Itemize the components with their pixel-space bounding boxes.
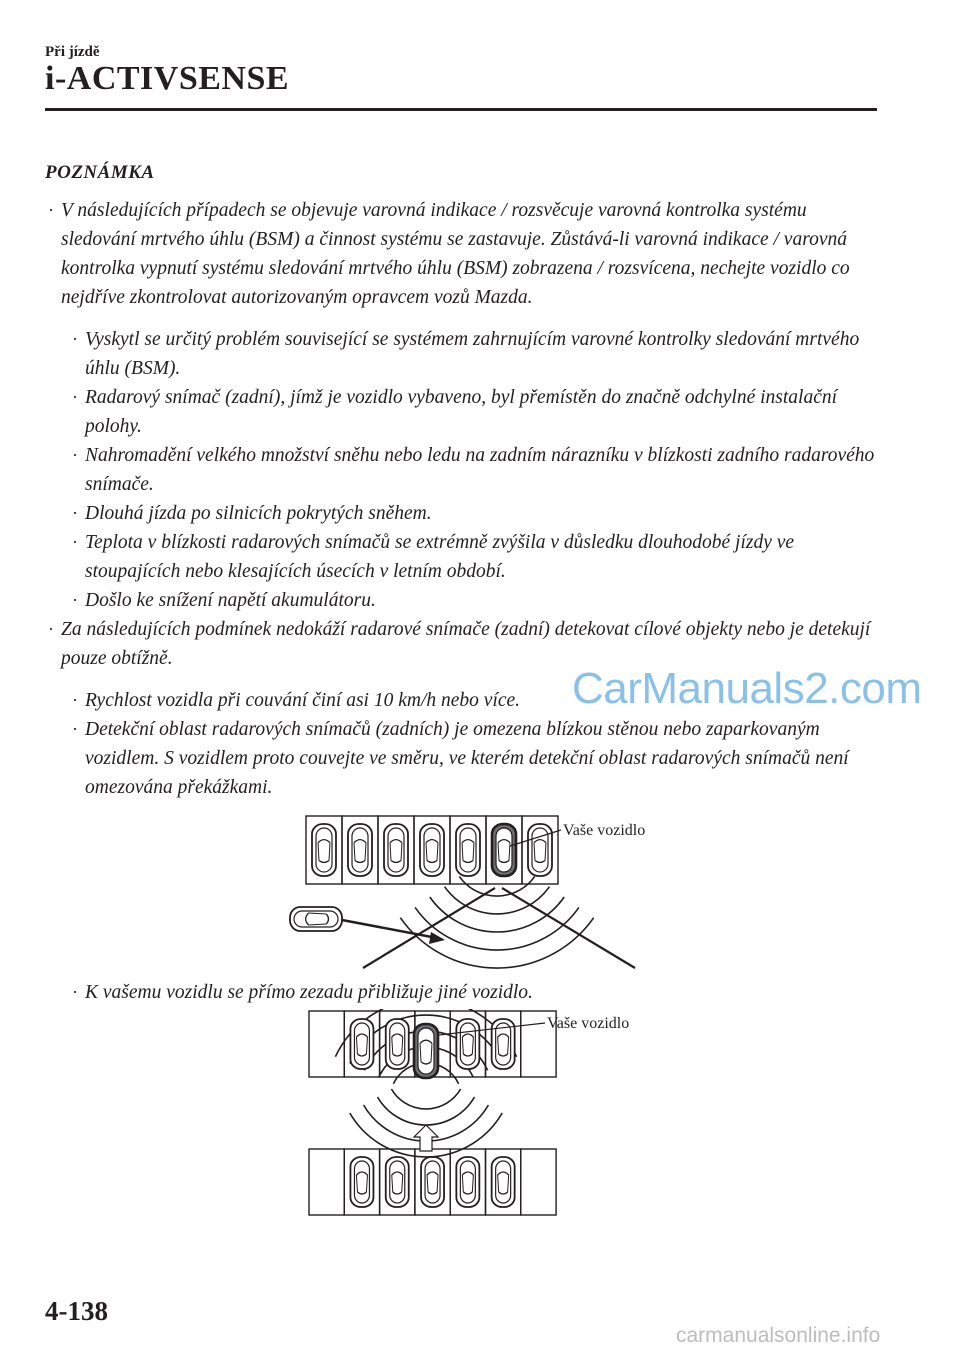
bullet-icon: · [48, 619, 54, 639]
approach-arrow-icon [414, 1125, 438, 1151]
bullet-icon: · [48, 200, 54, 220]
parking-slot [309, 1149, 344, 1215]
page-number: 4-138 [45, 1296, 108, 1326]
note-subitem [45, 586, 885, 615]
car-icon [290, 907, 342, 931]
car-icon [492, 1157, 515, 1207]
parked-cars [312, 824, 552, 876]
car-icon [386, 1019, 409, 1069]
note-subitem-text: Dlouhá jízda po silnicích pokrytých sněhem. [85, 503, 432, 524]
note-subitem-text: Nahromadění velkého množství sněhu nebo ledu na zadním nárazníku v blízkosti zadního radarového snímače. [85, 445, 875, 495]
note-subitem [45, 715, 885, 802]
note-subitem-text: Teplota v blízkosti radarových snímačů se extrémně zvýšila v důsledku dlouhodobé jízdy ve stoupajících nebo klesajících úsecích v letním období. [85, 532, 795, 582]
arrow-line [342, 920, 437, 938]
car-icon [456, 1019, 479, 1069]
car-icon [456, 824, 480, 876]
figure-rear-approach [45, 1009, 885, 1221]
your-vehicle-label: Vaše vozidlo [563, 822, 646, 839]
note-subitem-text: Rychlost vozidla při couvání činí asi 10 km/h nebo více. [85, 690, 521, 711]
bullet-icon: · [72, 445, 78, 465]
bullet-icon: · [72, 329, 78, 349]
radar-arc [459, 876, 534, 896]
parking-slot [309, 1011, 344, 1077]
note-item [45, 196, 885, 312]
radar-detection-arcs [400, 876, 593, 968]
note-item-text: Za následujících podmínek nedokáží radarové snímače (zadní) detekovat cílové objekty nebo je detekují pouze obtížně. [61, 619, 871, 669]
note-item-text: V následujících případech se objevuje varovná indikace / rozsvěcuje varovná kontrolka systému sledování mrtvého úhlu (BSM) a činnost systému se zastavuje. Zůstává-li varovná indikace / varovná kontrolka vypnutí systému sledování mrtvého úhlu (BSM) zobrazena / rozsvícena, nechejte vozidlo co nejdříve zkontrolovat autorizovaným opravcem vozů Mazda. [61, 200, 850, 308]
car-icon [384, 824, 408, 876]
bullet-icon: · [72, 982, 78, 1002]
figure-side-detection [45, 810, 885, 978]
car-icon [456, 1157, 479, 1207]
note-subitem [45, 499, 885, 528]
car-icon [350, 1019, 373, 1069]
car-icon [420, 824, 444, 876]
note-subitem-text: K vašemu vozidlu se přímo zezadu přibližuje jiné vozidlo. [85, 982, 533, 1003]
radar-arc [378, 1097, 475, 1125]
section-label: Při jízdě [45, 44, 100, 60]
car-icon [414, 1024, 438, 1078]
approaching-vehicle [290, 907, 342, 931]
header-divider [45, 108, 877, 111]
car-icon [492, 824, 516, 876]
note-subitem-text: Došlo ke snížení napětí akumulátoru. [85, 590, 376, 611]
note-subitem [45, 978, 885, 1007]
bullet-icon: · [72, 503, 78, 523]
note-subitem [45, 325, 885, 383]
radar-arc [391, 1089, 460, 1109]
note-subitem-text: Vyskytl se určitý problém související se systémem zahrnujícím varovné kontrolky sledování mrtvého úhlu (BSM). [85, 329, 860, 379]
note-title: POZNÁMKA [45, 162, 155, 183]
note-subitem-text: Radarový snímač (zadní), jímž je vozidlo vybaveno, byl přemístěn do značně odchylné instalační polohy. [85, 387, 838, 437]
bullet-icon: · [72, 719, 78, 739]
note-subitem [45, 441, 885, 499]
note-subitem [45, 383, 885, 441]
car-icon [350, 1157, 373, 1207]
car-icon [421, 1157, 444, 1207]
car-icon [386, 1157, 409, 1207]
parked-cars [350, 1019, 514, 1207]
car-icon [312, 824, 336, 876]
bullet-icon: · [72, 387, 78, 407]
note-subitem [45, 528, 885, 586]
your-vehicle-label: Vaše vozidlo [547, 1015, 630, 1032]
watermark-text: CarManuals2.com [572, 664, 922, 713]
bullet-icon: · [72, 532, 78, 552]
section-title: i-ACTIVSENSE [45, 60, 290, 97]
site-watermark: carmanualsonline.info [676, 1324, 881, 1347]
car-icon [348, 824, 372, 876]
bullet-icon: · [72, 590, 78, 610]
bullet-icon: · [72, 690, 78, 710]
note-subitem-text: Detekční oblast radarových snímačů (zadních) je omezena blízkou stěnou nebo zaparkovaným vozidlem. S vozidlem proto couvejte ve směru, ve kterém detekční oblast radarových snímačů není omezována překážkami. [85, 719, 849, 798]
parking-slot [521, 1149, 556, 1215]
car-icon [528, 824, 552, 876]
